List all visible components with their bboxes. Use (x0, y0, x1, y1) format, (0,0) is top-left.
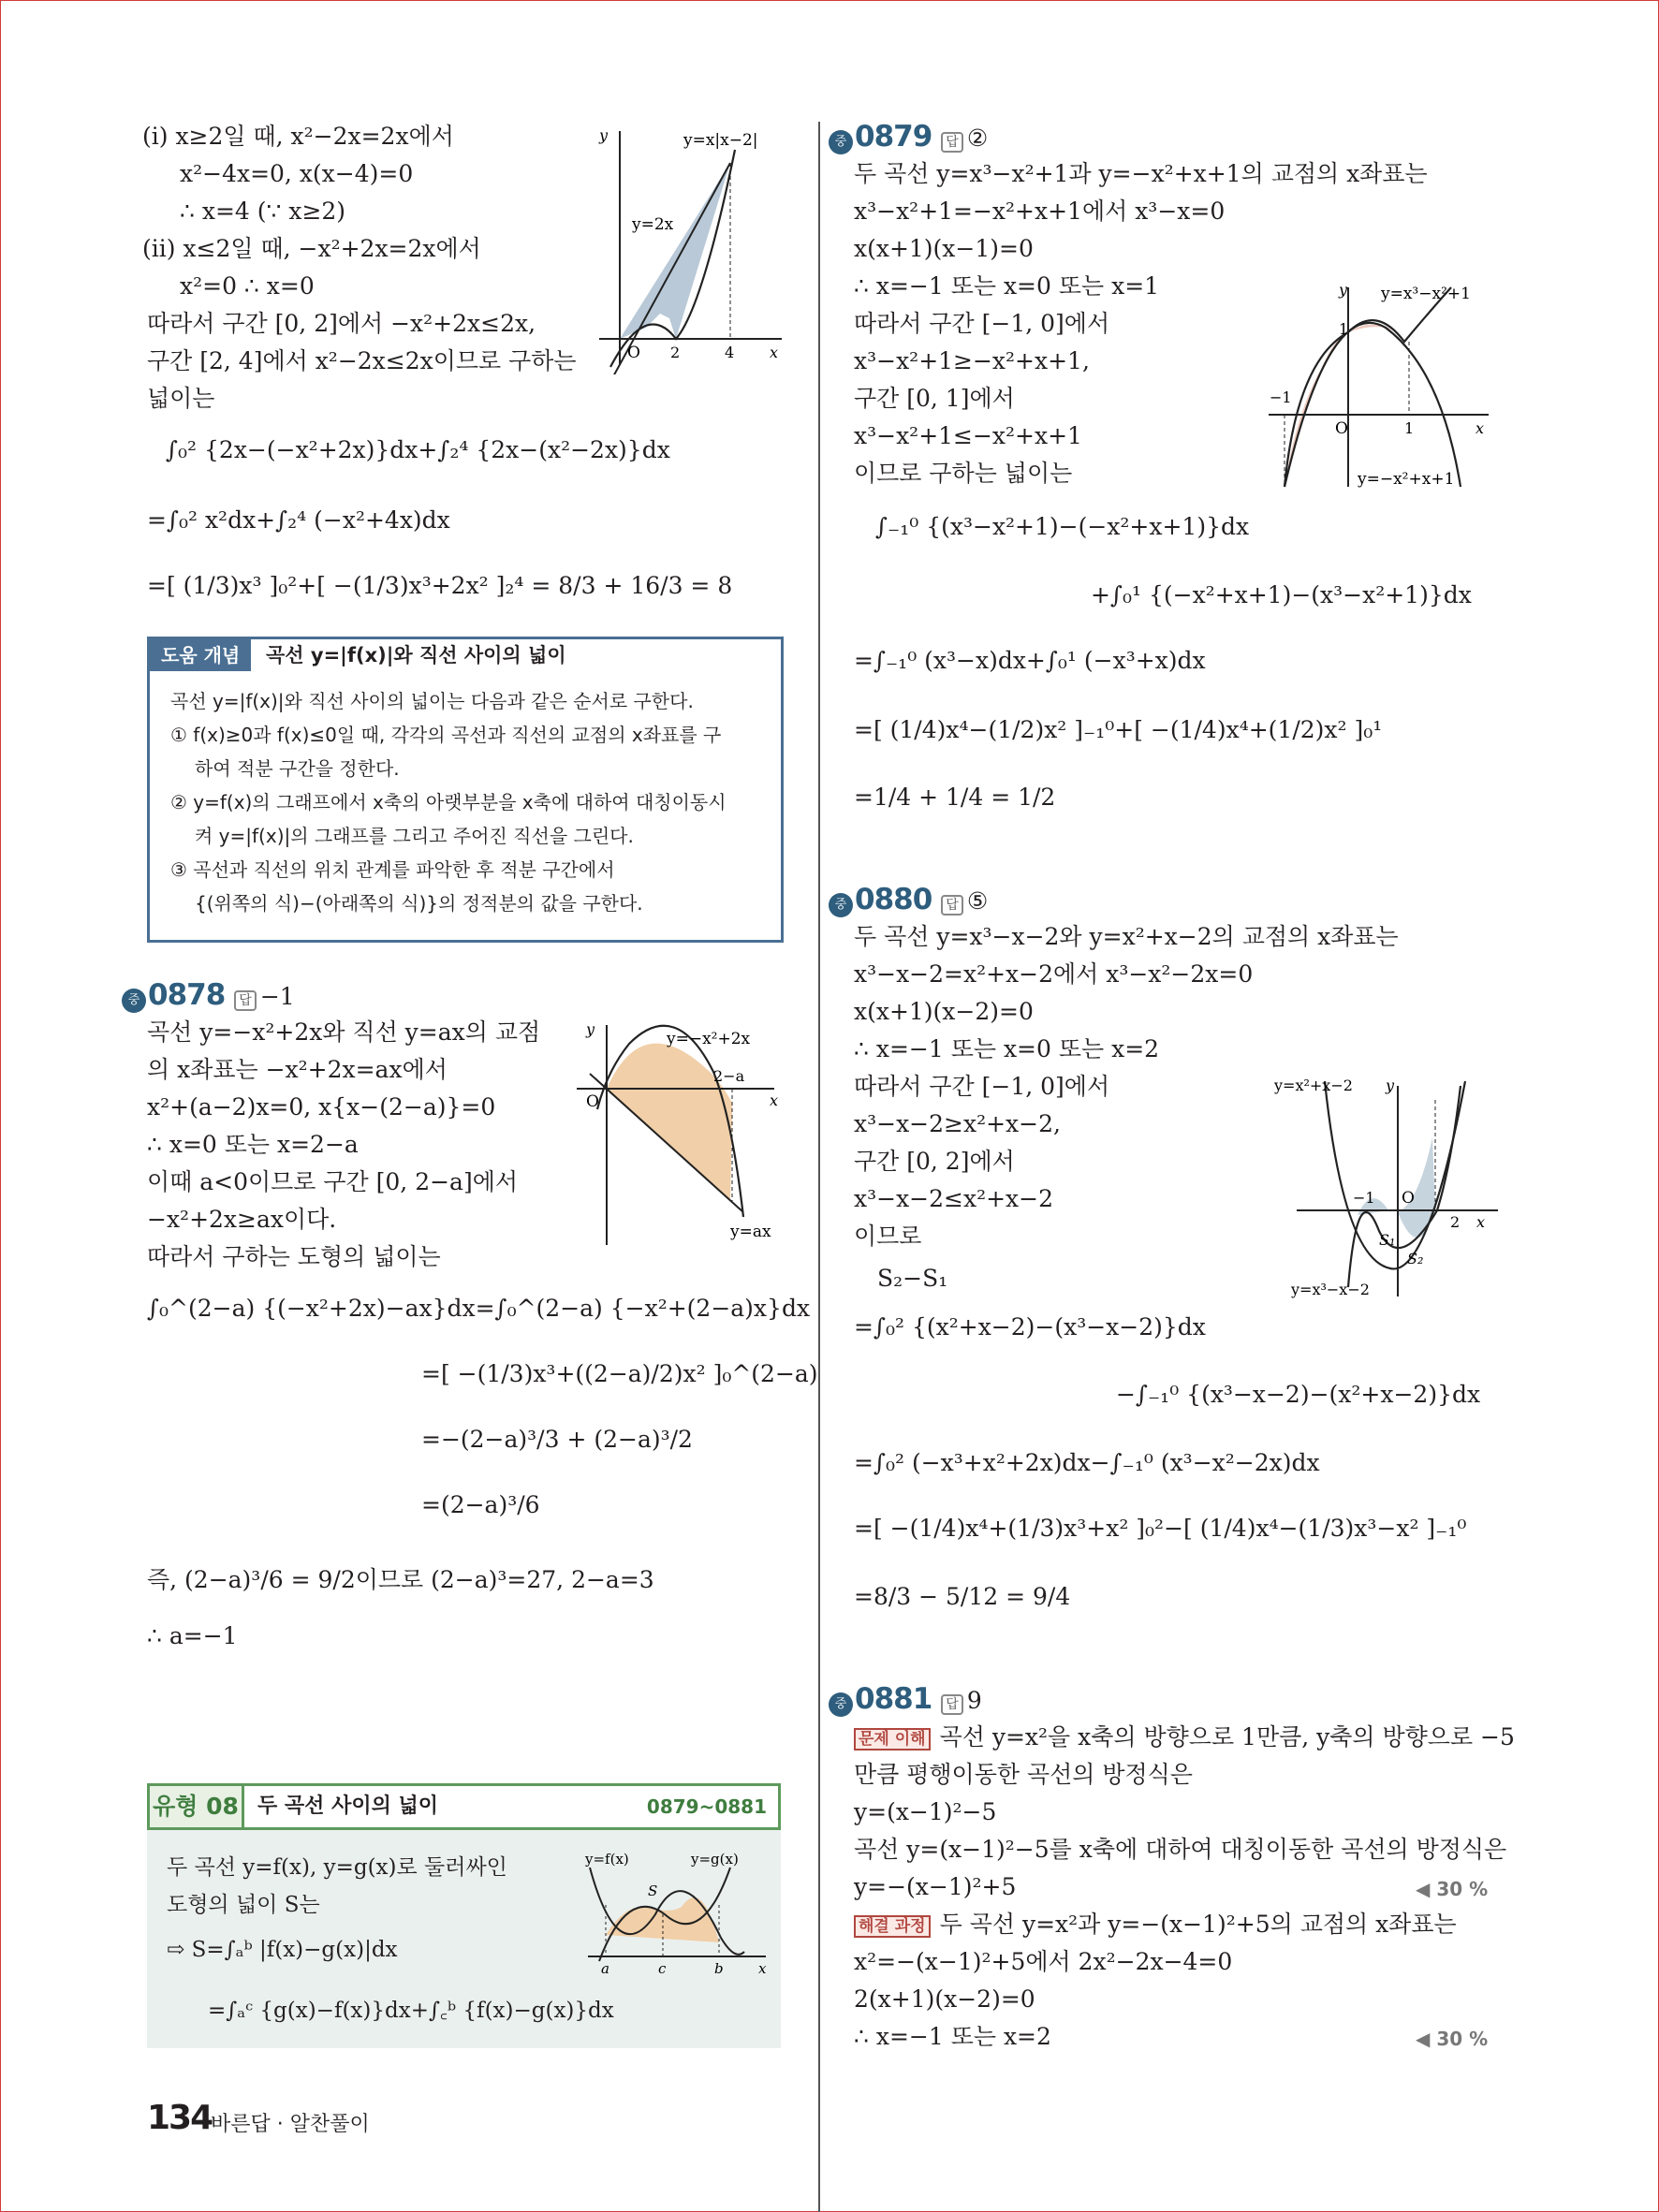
q0880-line-3: x(x+1)(x−2)=0 (854, 998, 1034, 1025)
graph-type-label-a: a (601, 1960, 609, 1977)
type-box-header (147, 1783, 781, 1830)
graph-q0878 (573, 1016, 788, 1250)
graph-type-label-b: b (714, 1960, 724, 1977)
graph-q0880-label-neg1: −1 (1353, 1189, 1375, 1207)
graph-q0878-label-curve: y=−x²+2x (667, 1030, 751, 1048)
graph-q0880-label-y: y (1386, 1077, 1395, 1094)
help-box-line-4: ② y=f(x)의 그래프에서 x축의 아랫부분을 x축에 대하여 대칭이동시 (170, 791, 727, 813)
q0879-line-14: =1/4 + 1/4 = 1/2 (854, 784, 1056, 811)
q0878-line-7: 따라서 구하는 도형의 넓이는 (147, 1243, 441, 1270)
footer-label: 바른답 · 알찬풀이 (211, 2113, 370, 2136)
graph-q0879-label-curve2: y=−x²+x+1 (1358, 470, 1455, 489)
q0879-line-1: 두 곡선 y=x³−x²+1과 y=−x²+x+1의 교점의 x좌표는 (854, 160, 1428, 187)
q0879-line-9: 이므로 구하는 넓이는 (854, 460, 1073, 487)
graph-q0880-label-curve2: y=x³−x−2 (1291, 1281, 1370, 1298)
q0879-line-4: ∴ x=−1 또는 x=0 또는 x=1 (854, 272, 1160, 300)
graph1-label-4: 4 (725, 344, 735, 361)
q0881-line-6-text: 두 곡선 y=x²과 y=−(x−1)²+5의 교점의 x좌표는 (939, 1911, 1457, 1938)
graph1-label-origin: O (627, 344, 640, 362)
help-box-line-5: 켜 y=|f(x)|의 그래프를 그리고 주어진 직선을 그린다. (195, 825, 634, 847)
graph-type-label-f: y=f(x) (585, 1851, 629, 1868)
graph-q0880-label-2: 2 (1450, 1213, 1461, 1231)
q0880-line-4: ∴ x=−1 또는 x=0 또는 x=2 (854, 1035, 1160, 1062)
graph-q0878-label-line: y=ax (730, 1223, 771, 1241)
q0880-badge: 중 (829, 893, 853, 917)
q0878-badge: 중 (122, 989, 146, 1013)
q0881-answer: 9 (966, 1687, 982, 1714)
graph-q0880-label-s2: S₂ (1407, 1250, 1424, 1267)
q0880-header (829, 883, 988, 917)
q0878-line-12: 즉, (2−a)³/6 = 9/2이므로 (2−a)³=27, 2−a=3 (147, 1566, 654, 1593)
graph-type-label-c: c (658, 1960, 667, 1977)
q0878-answer: −1 (259, 983, 295, 1010)
graph-type-box (580, 1849, 772, 1980)
graph-q0880-label-x: x (1476, 1213, 1486, 1231)
graph-q0879-label-x: x (1475, 419, 1485, 437)
q0881-line-9: ∴ x=−1 또는 x=2 (854, 2023, 1051, 2050)
q0878-line-13: ∴ a=−1 (147, 1622, 238, 1649)
q0881-number: 0881 (855, 1682, 932, 1716)
q0880-line-11: =∫₀² {(x²+x−2)−(x³−x−2)}dx (854, 1313, 1206, 1340)
type-box-range: 0879~0881 (646, 1795, 767, 1818)
graph-q0879-label-y: y (1339, 281, 1348, 299)
graph-q0880-label-s1: S₁ (1379, 1231, 1396, 1249)
graph-q0879-label-curve1: y=x³−x²+1 (1381, 285, 1471, 303)
q0880-line-13: =∫₀² (−x³+x²+2x)dx−∫₋₁⁰ (x³−x²−2x)dx (854, 1449, 1320, 1476)
graph-q0878-label-2a: 2−a (713, 1067, 745, 1085)
q0880-line-2: x³−x−2=x²+x−2에서 x³−x²−2x=0 (854, 960, 1254, 988)
q0878-line-5: 이때 a<0이므로 구간 [0, 2−a]에서 (147, 1168, 519, 1195)
q0881-percent-2: ◀ 30 % (1416, 2028, 1489, 2050)
q0880-answer-tag: 답 (941, 895, 963, 916)
type-box-line-2: 도형의 넓이 S는 (167, 1893, 320, 1917)
graph-q0879-label-1x: 1 (1404, 419, 1415, 437)
left-line-5: x²=0 ∴ x=0 (180, 272, 315, 300)
type-box-line-4: =∫ₐᶜ {g(x)−f(x)}dx+∫꜀ᵇ {f(x)−g(x)}dx (208, 1999, 614, 2023)
q0881-line-3: y=(x−1)²−5 (854, 1798, 997, 1825)
graph-q0880 (1269, 1072, 1503, 1306)
q0879-answer: ② (966, 125, 989, 152)
left-line-10: =∫₀² x²dx+∫₂⁴ (−x²+4x)dx (147, 506, 450, 534)
q0881-line-6 (854, 1908, 1457, 1941)
graph1-label-curve: y=x|x−2| (683, 131, 758, 150)
q0879-line-12: =∫₋₁⁰ (x³−x)dx+∫₀¹ (−x³+x)dx (854, 647, 1206, 674)
graph-y-x-abs (590, 122, 796, 374)
q0880-number: 0880 (855, 883, 932, 916)
q0878-line-1: 곡선 y=−x²+2x와 직선 y=ax의 교점 (147, 1018, 541, 1046)
left-line-2: x²−4x=0, x(x−4)=0 (180, 160, 414, 187)
type-box-tag: 유형 08 (150, 1786, 244, 1827)
q0880-line-9: 이므로 (854, 1223, 922, 1250)
q0879-header (829, 120, 988, 154)
q0879-number: 0879 (855, 120, 932, 154)
help-box-title: 곡선 y=|f(x)|와 직선 사이의 넓이 (266, 644, 566, 667)
help-concept-box (147, 637, 784, 943)
graph-q0879-shaded-left (1285, 332, 1348, 487)
graph-type-label-x: x (758, 1960, 767, 1977)
graph-q0879-label-1y: 1 (1339, 320, 1349, 338)
q0881-answer-tag: 답 (941, 1694, 963, 1715)
q0881-line-1 (854, 1721, 1515, 1754)
left-line-11: =[ (1/3)x³ ]₀²+[ −(1/3)x³+2x² ]₂⁴ = 8/3 + 16/3 = 8 (147, 572, 733, 599)
left-line-4: (ⅱ) x≤2일 때, −x²+2x=2x에서 (142, 235, 481, 262)
q0878-number: 0878 (148, 978, 226, 1012)
help-box-line-2: ① f(x)≥0과 f(x)≤0일 때, 각각의 곡선과 직선의 교점의 x좌표를 구 (170, 724, 722, 746)
graph-q0879-label-origin: O (1335, 419, 1348, 438)
page-number: 134 (147, 2099, 213, 2137)
help-box-line-1: 곡선 y=|f(x)|와 직선 사이의 넓이는 다음과 같은 순서로 구한다. (170, 690, 694, 712)
q0879-line-11: +∫₀¹ {(−x²+x+1)−(x³−x²+1)}dx (1091, 581, 1472, 608)
q0879-line-8: x³−x²+1≤−x²+x+1 (854, 422, 1082, 449)
q0878-line-6: −x²+2x≥ax이다. (147, 1206, 337, 1233)
left-line-6: 따라서 구간 [0, 2]에서 −x²+2x≤2x, (147, 310, 536, 337)
q0878-line-10: =−(2−a)³/3 + (2−a)³/2 (421, 1426, 693, 1453)
type-box-line-1: 두 곡선 y=f(x), y=g(x)로 둘러싸인 (167, 1855, 507, 1880)
graph-q0879 (1264, 276, 1498, 496)
type-box-title: 두 곡선 사이의 넓이 (257, 1795, 438, 1818)
q0878-answer-tag: 답 (234, 990, 257, 1011)
q0881-line-1-text: 곡선 y=x²을 x축의 방향으로 1만큼, y축의 방향으로 −5 (939, 1723, 1515, 1751)
q0881-line-8: 2(x+1)(x−2)=0 (854, 1985, 1035, 2013)
q0880-line-6: x³−x−2≥x²+x−2, (854, 1110, 1061, 1137)
q0880-line-5: 따라서 구간 [−1, 0]에서 (854, 1073, 1110, 1100)
graph1-label-y: y (599, 126, 609, 144)
q0881-badge: 중 (829, 1692, 853, 1717)
q0879-line-13: =[ (1/4)x⁴−(1/2)x² ]₋₁⁰+[ −(1/4)x⁴+(1/2)x² ]₀¹ (854, 716, 1383, 743)
q0878-line-4: ∴ x=0 또는 x=2−a (147, 1131, 359, 1158)
type-box-line-3: ⇨ S=∫ₐᵇ |f(x)−g(x)|dx (167, 1938, 398, 1962)
q0880-line-7: 구간 [0, 2]에서 (854, 1148, 1015, 1175)
graph-q0879-label-neg1: −1 (1270, 388, 1292, 406)
q0879-line-7: 구간 [0, 1]에서 (854, 385, 1015, 412)
help-box-tag: 도움 개념 (150, 639, 251, 671)
graph-type-label-s: S (648, 1882, 658, 1899)
graph-type-label-g: y=g(x) (691, 1851, 739, 1868)
q0881-tag-understand: 문제 이해 (854, 1728, 931, 1751)
help-box-line-6: ③ 곡선과 직선의 위치 관계를 파악한 후 적분 구간에서 (170, 858, 615, 881)
q0880-line-15: =8/3 − 5/12 = 9/4 (854, 1583, 1071, 1610)
left-line-1: (ⅰ) x≥2일 때, x²−2x=2x에서 (142, 123, 454, 150)
q0881-header (829, 1682, 982, 1717)
q0879-line-10: ∫₋₁⁰ {(x³−x²+1)−(−x²+x+1)}dx (875, 513, 1250, 540)
q0879-line-5: 따라서 구간 [−1, 0]에서 (854, 310, 1110, 337)
graph-q0878-label-y: y (586, 1020, 595, 1038)
help-box-line-7: {(위쪽의 식)−(아래쪽의 식)}의 정적분의 값을 구한다. (195, 892, 643, 915)
graph-q0878-label-x: x (770, 1091, 779, 1109)
q0881-line-4: 곡선 y=(x−1)²−5를 x축에 대하여 대칭이동한 곡선의 방정식은 (854, 1836, 1507, 1863)
q0880-answer: ⑤ (966, 887, 989, 915)
left-line-9: ∫₀² {2x−(−x²+2x)}dx+∫₂⁴ {2x−(x²−2x)}dx (166, 436, 670, 463)
left-line-8: 넓이는 (147, 385, 215, 412)
q0881-percent-1: ◀ 30 % (1416, 1878, 1489, 1900)
q0878-header (122, 978, 295, 1013)
q0879-badge: 중 (829, 130, 853, 154)
q0878-line-9: =[ −(1/3)x³+((2−a)/2)x² ]₀^(2−a) (421, 1360, 818, 1387)
q0879-line-2: x³−x²+1=−x²+x+1에서 x³−x=0 (854, 198, 1226, 225)
q0879-line-6: x³−x²+1≥−x²+x+1, (854, 347, 1090, 374)
left-line-3: ∴ x=4 (∵ x≥2) (180, 198, 346, 225)
graph1-label-x: x (770, 344, 779, 361)
graph-q0880-label-curve1: y=x²+x−2 (1274, 1077, 1353, 1094)
left-line-7: 구간 [2, 4]에서 x²−2x≤2x이므로 구하는 (147, 347, 577, 374)
q0880-line-12: −∫₋₁⁰ {(x³−x−2)−(x²+x−2)}dx (1116, 1381, 1481, 1408)
q0880-line-14: =[ −(1/4)x⁴+(1/3)x³+x² ]₀²−[ (1/4)x⁴−(1/3)x³−x² ]₋₁⁰ (854, 1515, 1467, 1542)
q0881-line-7: x²=−(x−1)²+5에서 2x²−2x−4=0 (854, 1948, 1233, 1975)
q0881-line-5: y=−(x−1)²+5 (854, 1873, 1017, 1900)
q0880-line-8: x³−x−2≤x²+x−2 (854, 1185, 1053, 1212)
graph-q0880-label-origin: O (1402, 1189, 1415, 1208)
q0880-line-10: S₂−S₁ (877, 1265, 948, 1292)
graph1-label-line: y=2x (632, 215, 674, 234)
q0879-line-3: x(x+1)(x−1)=0 (854, 235, 1034, 262)
q0878-line-11: =(2−a)³/6 (421, 1491, 540, 1518)
graph1-label-2: 2 (670, 344, 681, 361)
q0879-answer-tag: 답 (941, 132, 963, 153)
q0878-line-2: 의 x좌표는 −x²+2x=ax에서 (147, 1056, 448, 1083)
graph-q0878-label-origin: O (586, 1092, 599, 1111)
q0881-line-2: 만큼 평행이동한 곡선의 방정식은 (854, 1761, 1193, 1788)
help-box-line-3: 하여 적분 구간을 정한다. (195, 757, 400, 780)
graph1-shaded-area (620, 163, 730, 339)
column-divider (818, 122, 820, 2212)
q0878-line-8: ∫₀^(2−a) {(−x²+2x)−ax}dx=∫₀^(2−a) {−x²+(2−a)x}dx (147, 1295, 811, 1322)
q0878-line-3: x²+(a−2)x=0, x{x−(2−a)}=0 (147, 1093, 496, 1121)
q0881-tag-solve: 해결 과정 (854, 1915, 931, 1938)
q0880-line-1: 두 곡선 y=x³−x−2와 y=x²+x−2의 교점의 x좌표는 (854, 923, 1399, 950)
